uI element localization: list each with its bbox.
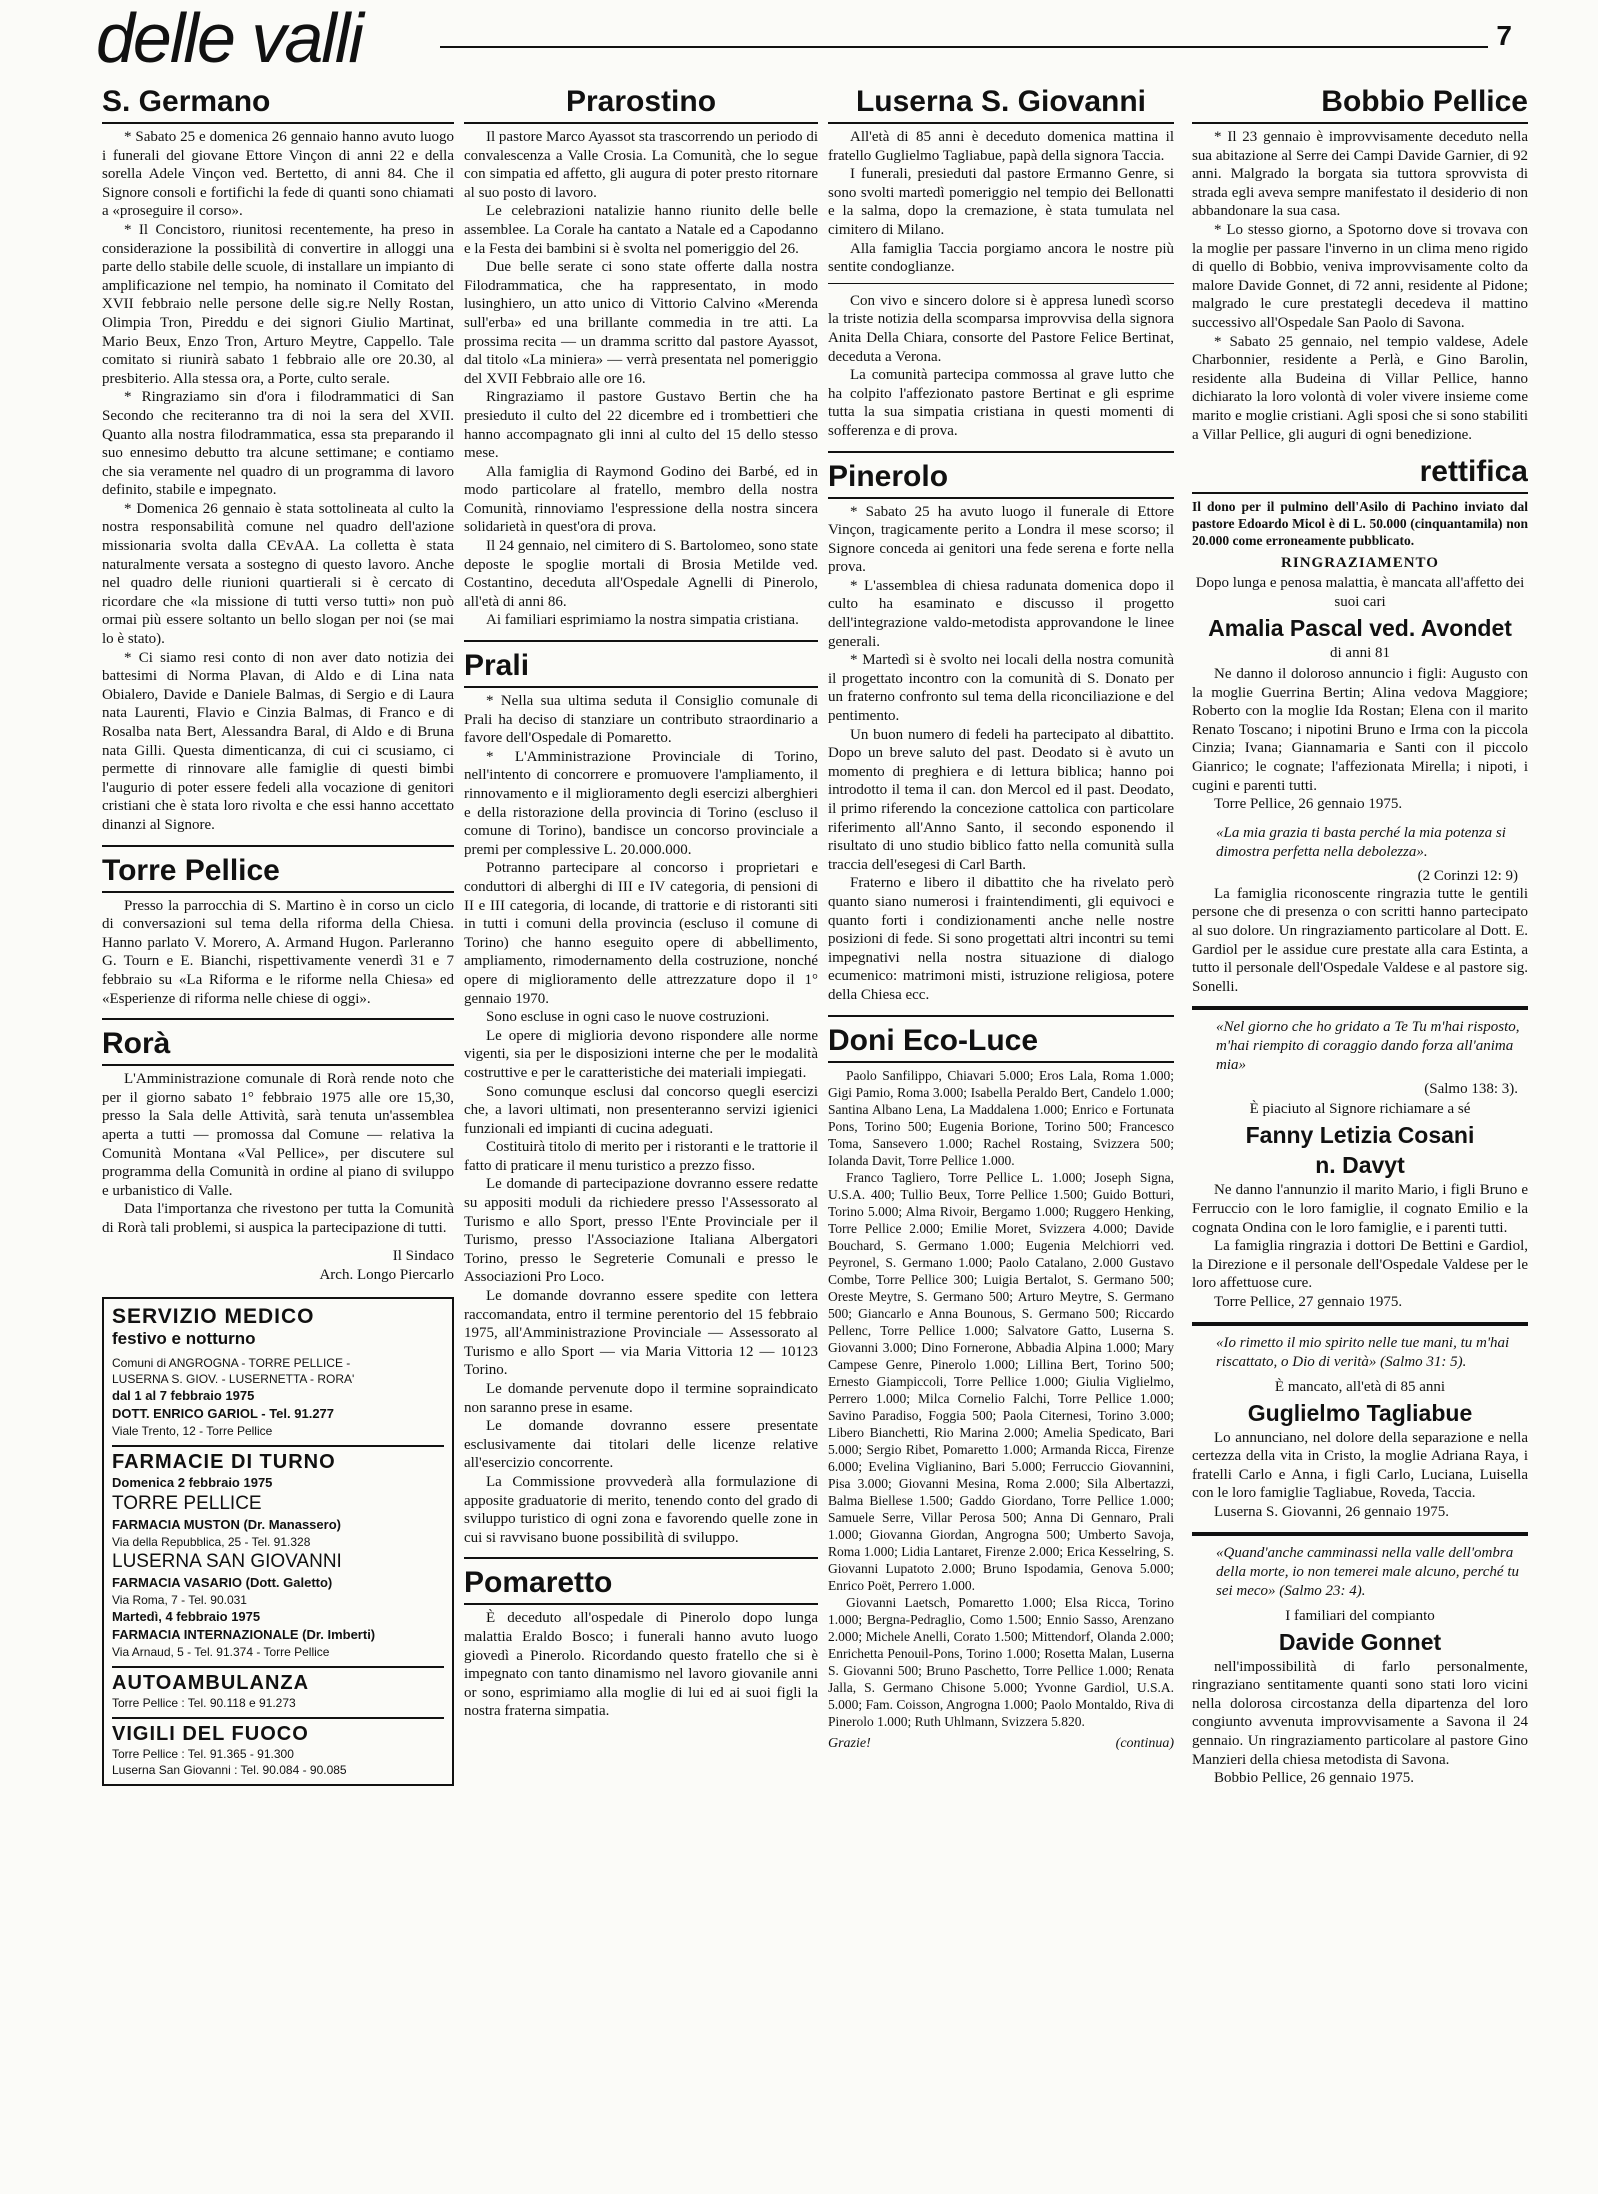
box-date: Martedì, 4 febbraio 1975 bbox=[112, 1609, 261, 1625]
box-address: Via della Repubblica, 25 - Tel. 91.328 bbox=[112, 1535, 311, 1550]
paragraph: * Sabato 25 gennaio, nel tempio valdese, Adele Charbonnier, residente a Perlà, e Gino Barolin, residente alla Budeina di Villar Pellice, hanno dichiarato la loro volontà di voler vivere insieme come marito e moglie cristiani. Agli sposi che si sono stabiliti a Villar Pellice, gli auguri di ogni benedizione. bbox=[1192, 333, 1528, 443]
column-1 bbox=[102, 82, 454, 2178]
obituary-quote: «Io rimetto il mio spirito nelle tue mani, tu m'hai riscattato, o Dio di verità» (Salmo 31: 5). bbox=[1216, 1334, 1510, 1370]
box-text: Comuni di ANGROGNA - TORRE PELLICE - bbox=[112, 1356, 351, 1371]
paragraph: Alla famiglia Taccia porgiamo ancora le nostre più sentite condoglianze. bbox=[828, 240, 1174, 276]
box-town: LUSERNA SAN GIOVANNI bbox=[112, 1551, 342, 1573]
masthead-rule bbox=[440, 46, 1488, 48]
signature-name: Arch. Longo Piercarlo bbox=[319, 1267, 454, 1284]
paragraph: * Sabato 25 e domenica 26 gennaio hanno avuto luogo i funerali del giovane Ettore Vinçon di anni 22 e della sorella Adele Vinçon ved. Bertetto, di anni 84. Che il Signore consoli e fortifichi la fede di quanti sono chiamati a «proseguire il corso». bbox=[102, 129, 454, 220]
box-town: TORRE PELLICE bbox=[112, 1493, 262, 1515]
ringraziamento-heading: RINGRAZIAMENTO bbox=[1281, 555, 1439, 572]
paragraph: Le domande dovranno essere presentate esclusivamente dai titolari delle licenze relative all'esercizio concorrente. bbox=[464, 1418, 818, 1472]
box-section-ambulance: AUTOAMBULANZA bbox=[112, 1666, 444, 1695]
box-text: LUSERNA S. GIOV. - LUSERNETTA - RORA' bbox=[112, 1372, 355, 1387]
section-heading-doni: Doni Eco-Luce bbox=[828, 1015, 1174, 1063]
divider bbox=[828, 283, 1174, 284]
paragraph: * Il 23 gennaio è improvvisamente deceduto nella sua abitazione al Serre dei Campi Davide Garnier, di 92 anni. Malgrado la borgata sia tuttora sprovvista di strada egli aveva sempre manifestato il desiderio di non abbandonare la sua casa. bbox=[1192, 129, 1528, 220]
signature bbox=[102, 1247, 454, 1285]
obituary-name: Amalia Pascal ved. Avondet bbox=[1208, 615, 1512, 642]
section-heading-s-germano: S. Germano bbox=[102, 84, 454, 124]
paragraph: * Domenica 26 gennaio è stata sottolineata al culto la nostra responsabilità comune nel quadro dell'azione missionaria svolta dalla CEvAA. La colletta è stata naturalmente versata a sostegno di questo lavoro. Anche nel quadro delle riunioni quartierali si è cercato di ricordare che «la missione di tutti verso tutti» non può ormai più essere soltanto un bello slogan per noi (se mai lo è stato). bbox=[102, 500, 454, 648]
obituary-intro: È mancato, all'età di 85 anni bbox=[1274, 1378, 1446, 1395]
paragraph: * Nella sua ultima seduta il Consiglio comunale di Prali ha deciso di stanziare un contributo straordinario a favore dell'Ospedale di Pomaretto. bbox=[464, 693, 818, 747]
paragraph: * Lo stesso giorno, a Spotorno dove si trovava con la moglie per passare l'inverno in un clima meno rigido di quello di Bobbio, veniva improvvisamente colto da malore Davide Gonnet, di 72 anni, residente al Pidone; malgrado le cure prestategli decedeva il mattino successivo all'Ospedale San Paolo di Savona. bbox=[1192, 221, 1528, 331]
article-bobbio bbox=[1192, 128, 1528, 444]
paragraph: Alla famiglia di Raymond Godino dei Barbé, ed in modo particolare al fratello, membro della nostra Comunità, rinnoviamo l'espressione della nostra sincera solidarietà in quest'ora di prova. bbox=[464, 463, 818, 536]
paragraph: * Sabato 25 ha avuto luogo il funerale di Ettore Vinçon, tragicamente perito a Londra il mese scorso; il Signore conceda ai genitori una fede serena e forte nella prova. bbox=[828, 503, 1174, 576]
paragraph: Paolo Sanfilippo, Chiavari 5.000; Eros Lala, Roma 1.000; Gigi Pamio, Roma 3.000; Isabella Peraldo Bert, Candelo 1.000; Santina Albano Lena, La Maddalena 1.000; Enrico e Fortunata Pons, Torino 500; Eugenia Borione, Torino 500; Francesco Toma, Sansevero 1.000; Rachel Rostaing, Svizzera 500; Iolanda Davit, Torre Pellice 1.000. bbox=[828, 1067, 1174, 1168]
obituary-text bbox=[1192, 1658, 1528, 1788]
paragraph: Sono escluse in ogni caso le nuove costruzioni. bbox=[486, 1009, 770, 1026]
obituary-place: Bobbio Pellice, 26 gennaio 1975. bbox=[1214, 1770, 1414, 1787]
box-address: Via Arnaud, 5 - Tel. 91.374 - Torre Pellice bbox=[112, 1645, 330, 1660]
box-address: Via Roma, 7 - Tel. 90.031 bbox=[112, 1593, 247, 1608]
box-address: Viale Trento, 12 - Torre Pellice bbox=[112, 1424, 273, 1439]
paragraph: La famiglia riconoscente ringrazia tutte le gentili persone che di presenza o con scritti hanno partecipato al suo dolore. Un ringraziamento particolare al Dott. E. Gardiol per le assidue cure prestate alla cara Estinta, a tutto il personale dell'Ospedale Valdese e al pastore sig. Sonelli. bbox=[1192, 885, 1528, 995]
box-pharmacy: FARMACIA MUSTON (Dr. Manassero) bbox=[112, 1517, 341, 1533]
paragraph: * Il Concistoro, riunitosi recentemente, ha preso in considerazione la possibilità di convertire in alloggi una parte dello stabile delle scuole, di installare un impianto di amplificazione nel tempio, ha nominato il Comitato del XVII febbraio nelle persone delle sig.re Nelly Rostan, Olimpia Tron, Pireddu e dei signori Giulio Martinat, Mario Beux, Enzo Tron, Arturo Meytre, Cappello. Tale comitato si riunirà sabato 1 febbraio alle ore 20.30, al presbiterio. Alla stessa ora, a Porte, culto serale. bbox=[102, 221, 454, 387]
paragraph: Le opere di miglioria devono rispondere alle norme vigenti, sia per le disposizioni interne che per le modalità costruttive e per le caratteristiche dei materiali impiegati. bbox=[464, 1027, 818, 1081]
paragraph: I funerali, presieduti dal pastore Ermanno Genre, si sono svolti martedì pomeriggio nel tempio dei Bellonatti e la salma, dopo la cremazione, è stata tumulata nel cimitero di Milano. bbox=[828, 166, 1174, 238]
paragraph: Franco Tagliero, Torre Pellice L. 1.000; Joseph Signa, U.S.A. 400; Tullio Beux, Torre Pellice 1.500; Guido Botturi, Torino 5.000; Alma Rivoir, Bergamo 1.000; Ruggero Henking, Torre Pellice 2.000; Emilie Moret, Svizzera 4.000; Davide Bouchard, S. Germano 1.000; Eugenia Melchiorri ved. Peyronel, S. Germano 1.000; Paolo Catalano, 2.000 Gustavo Combe, Torre Pellice 300; Luigia Bertalot, S. Germano 500; Oreste Meytre, S. Germano 500; Arturo Meytre, S. Germano 500; Giancarlo e Anna Bounous, S. Germano 500; Riccardo Pellenc, Torre Pellice 1.000; Salvatore Gatto, Luserna S. Giovanni 3.000; Dino Fornerone, Abbadia Alpina 1.000; Mary Campese Genre, Pinerolo 1.000; Lillina Bert, Torino 500; Ernesto Giampiccoli, Torre Pellice 1.000; Giulia Viglielmo, Perrero 1.000; Milca Cornelio Falchi, Torre Pellice 1.000; Savino Paradiso, Foggia 500; Paola Citernesi, Torino 3.000; Libero Bianchetti, Rio Marina 2.000; Amelia Spedicato, Bari 5.000; Sergio Ribet, Pomaretto 1.000; Armanda Ricca, Firenze 6.000; Evelina Viglianino, Bari 5.000; Ferruccio Giovannini, Pisa 3.000; Giovanni Mesina, Roma 2.000; Sila Albertazzi, Balma Biellese 1.500; Gaddo Giordano, Torre Pellice 1.000; Samuele Serre, Villar Perosa 500; Anna Di Gennaro, Prali 1.000; Giovanna Giordan, Angrogna 500; Umberto Savoja, Roma 1.000; Lidia Lantaret, Firenze 2.000; Erica Kesselring, S. Giovanni Lupatoto 2.000; Bruno Ispodamia, Genova 5.000; Enrico Poët, Perrero 1.000. bbox=[828, 1169, 1174, 1593]
box-phone: Torre Pellice : Tel. 90.118 e 91.273 bbox=[112, 1696, 296, 1711]
obituary-age: di anni 81 bbox=[1330, 645, 1390, 662]
section-heading-pinerolo: Pinerolo bbox=[828, 451, 1174, 499]
obituary-text bbox=[1192, 1181, 1528, 1311]
divider bbox=[1192, 1532, 1528, 1536]
medical-service-box bbox=[102, 1297, 454, 1786]
article-pomaretto bbox=[464, 1609, 818, 1721]
divider bbox=[1192, 1006, 1528, 1010]
box-pharmacy: FARMACIA VASARIO (Dott. Galetto) bbox=[112, 1575, 333, 1591]
box-phone: Torre Pellice : Tel. 91.365 - 91.300 bbox=[112, 1747, 294, 1762]
obituary-place: Luserna S. Giovanni, 26 gennaio 1975. bbox=[1214, 1503, 1449, 1520]
divider bbox=[1192, 1322, 1528, 1326]
article-s-germano bbox=[102, 128, 454, 835]
box-phone: Luserna San Giovanni : Tel. 90.084 - 90.085 bbox=[112, 1763, 347, 1778]
article-luserna bbox=[828, 128, 1174, 441]
grazie-text: Grazie! bbox=[828, 1735, 871, 1751]
box-doctor: DOTT. ENRICO GARIOL - Tel. 91.277 bbox=[112, 1406, 335, 1422]
column-2 bbox=[464, 82, 818, 2178]
box-title: SERVIZIO MEDICO bbox=[112, 1305, 315, 1329]
paragraph: Data l'importanza che rivestono per tutta la Comunità di Rorà tali problemi, si auspica la partecipazione di tutti. bbox=[102, 1201, 454, 1236]
section-heading-prarostino: Prarostino bbox=[464, 84, 818, 124]
obituary-place: Torre Pellice, 26 gennaio 1975. bbox=[1214, 796, 1403, 813]
obituary-name: n. Davyt bbox=[1315, 1152, 1405, 1179]
box-dates: dal 1 al 7 febbraio 1975 bbox=[112, 1388, 255, 1404]
section-heading-prali: Prali bbox=[464, 640, 818, 688]
box-date: Domenica 2 febbraio 1975 bbox=[112, 1475, 273, 1491]
article-prarostino bbox=[464, 128, 818, 630]
obituary-name: Fanny Letizia Cosani bbox=[1245, 1122, 1475, 1149]
paragraph: La Commissione provvederà alla formulazione di apposite graduatorie di merito, tenendo conto del grado di sviluppo turistico di ogni zona e favorendo quelle zone in cui si ravvisano buone possibilità di sviluppo. bbox=[464, 1473, 818, 1546]
paragraph: Le domande pervenute dopo il termine sopraindicato non saranno prese in esame. bbox=[464, 1381, 818, 1416]
paragraph: Due belle serate ci sono state offerte dalla nostra Filodrammatica, che ha rappresentato, in modo lusinghiero, un atto unico di Vittorio Calvino «Merenda sull'erba» ed una brillante commedia in tre atti. La prossima recita — un dramma scritto dal pastore Ayassot, dal titolo «La miniera» — verrà presentata nel pomeriggio del XVII Febbraio alle ore 16. bbox=[464, 259, 818, 387]
signature-title: Il Sindaco bbox=[392, 1248, 454, 1265]
quote-reference: (Salmo 138: 3). bbox=[1424, 1081, 1518, 1098]
paragraph: * L'assemblea di chiesa radunata domenica dopo il culto ha esaminato e discusso il progetto dell'integrazione valdo-metodista approvandone le linee generali. bbox=[828, 577, 1174, 650]
obituary-intro: I familiari del compianto bbox=[1285, 1607, 1435, 1624]
paragraph: Un buon numero di fedeli ha partecipato al dibattito. Dopo un breve saluto del past. Deodato si è avuto un momento di preghiera e di lettura biblica; hanno poi introdotto il tema il can. don Mercol ed il past. Deodato, il primo riferendo la concezione cattolica con particolare riferimento all'Anno Santo, il secondo esponendo il risultato di uno studio biblico fatto nella comunità sulla traccia dell'esegesi di Carl Barth. bbox=[828, 726, 1174, 873]
paragraph: La famiglia ringrazia i dottori De Bettini e Gardiol, la Direzione e il personale dell'Ospedale Valdese per le loro affettuose cure. bbox=[1192, 1238, 1528, 1292]
article-rora bbox=[102, 1070, 454, 1237]
obituary-text bbox=[1192, 665, 1528, 814]
paragraph: Lo annunciano, nel dolore della separazione e nella certezza della vita in Cristo, la moglie Adriana Raya, i fratelli Carlo e Anna, i figli Carlo, Luciana, Luisella con le loro famiglie Tagliabue, Roveda, Taccia. bbox=[1192, 1429, 1528, 1502]
obituary-intro: Dopo lunga e penosa malattia, è mancata all'affetto dei suoi cari bbox=[1195, 575, 1525, 611]
paragraph: * Ci siamo resi conto di non aver dato notizia dei battesimi di Norma Plavan, di Aldo e di Lina nata Obialero, Davide e Daniele Balmas, di Sergio e di Laura nata Laurenti, Flavio e Cinzia Balmas, di Franco e di Rosalba nata Bert, Alessandra Baral, di Aldo e di Bruna nata Gilli. Questa dimenticanza, di cui ci scusiamo, ci permette di rinnovare alle famiglie di questi bimbi l'augurio di poter essere fedeli alla vocazione di genitori cristiani che è stata loro rivolta e che essi hanno accettato dinanzi al Signore. bbox=[102, 649, 454, 833]
section-heading-rora: Rorà bbox=[102, 1018, 454, 1066]
section-heading-bobbio: Bobbio Pellice bbox=[1192, 84, 1528, 124]
obituary-name: Davide Gonnet bbox=[1278, 1628, 1442, 1655]
paragraph: Ne danno il doloroso annuncio i figli: Augusto con la moglie Guerrina Bertin; Alina vedova Maggiore; Roberto con la moglie Ida Rostan; Elena con il marito Renato Toscano; i nipotini Bruno e Irma con la piccola Cinzia; Ivana; Giannamaria e Santi con il piccolo Gianrico; le cognate; l'affezionata Mirella; i nipoti, i cugini e parenti tutti. bbox=[1192, 666, 1528, 794]
section-heading-luserna: Luserna S. Giovanni bbox=[828, 84, 1174, 124]
paragraph: Ringraziamo il pastore Gustavo Bertin che ha presieduto il culto del 22 dicembre ed i trombettieri che hanno accompagnato gli inni al culto del 15 dello stesso mese. bbox=[464, 389, 818, 462]
paragraph: nell'impossibilità di farlo personalmente, ringraziano sentitamente quanti sono stati loro vicini nella dolorosa circostanza della dipartenza del loro congiunto avvenuta improvvisamente a Savona il 24 gennaio. Un ringraziamento particolare al pastore Gino Manzieri della chiesa metodista di Savona. bbox=[1192, 1658, 1528, 1768]
obituary-intro: È piaciuto al Signore richiamare a sé bbox=[1249, 1101, 1471, 1118]
paragraph: L'Amministrazione comunale di Rorà rende noto che per il giorno sabato 1° febbraio 1975 alle ore 15,30, presso la Sala delle Attività, sarà tenuta un'assemblea aperta a tutti — promossa dal Comune — relativa la Comunità Montana «Val Pellice», per discutere sul programma della Comunità in ordine al piano di sviluppo e urbanistico di Valle. bbox=[102, 1071, 454, 1199]
obituary-text bbox=[1192, 1429, 1528, 1522]
article-prali bbox=[464, 692, 818, 1547]
article-doni bbox=[828, 1067, 1174, 1730]
section-heading-pomaretto: Pomaretto bbox=[464, 1557, 818, 1605]
obituary-quote: «Nel giorno che ho gridato a Te Tu m'hai risposto, m'hai riempito di coraggio dando forza all'anima mia» bbox=[1216, 1019, 1520, 1074]
paragraph: Fraterno e libero il dibattito che ha rivelato però quanto siano numerosi i fraintendimenti, gli equivoci e quanto forti i condizionamenti anche nelle nostre posizioni di fede. Si sono progettati altri incontri su temi impegnativi nella nostra situazione di dialogo ecumenico: matrimoni misti, istruzione religiosa, potere della Chiesa ecc. bbox=[828, 875, 1174, 1003]
paragraph: È deceduto all'ospedale di Pinerolo dopo lunga malattia Eraldo Bosco; i funerali hanno avuto luogo giovedì a Pinerolo. Ricordando questo fratello che si è impegnato con tanto dinamismo nel lavoro giovanile anni or sono, esprimiamo alla moglie di lui ed ai suoi figli la nostra fraterna simpatia. bbox=[464, 1610, 818, 1720]
paragraph: Giovanni Laetsch, Pomaretto 1.000; Elsa Ricca, Torino 1.000; Bergna-Pedraglio, Como 1.500; Ennio Sasso, Arenzano 2.000; Michele Anelli, Corato 1.500; Mittendorf, Olanda 2.000; Enrichetta Penouil-Pons, Torino 1.000; Rosetta Malan, Luserna S. Giovanni 500; Bruno Paschetto, Torre Pellice 1.000; Renata Jalla, S. Germano Chisone 5.000; Yvonne Gardiol, U.S.A. 5.000; Fam. Coisson, Angrogna 1.000; Paolo Montaldo, Riva di Pinerolo 1.000; Ruth Uhlmann, Svizzera 5.820. bbox=[828, 1594, 1174, 1729]
continua-text: (continua) bbox=[1115, 1735, 1174, 1751]
paragraph: Con vivo e sincero dolore si è appresa lunedì scorso la triste notizia della scomparsa improvvisa della signora Anita Della Chiara, consorte del Pastore Felice Bertinat, deceduta a Verona. bbox=[828, 292, 1174, 365]
article-torre-pellice bbox=[102, 897, 454, 1009]
paragraph: Sono comunque esclusi dal concorso quegli esercizi che, a lavori ultimati, non presenteranno servizi igienici funzionali ed impianti di cucina adeguati. bbox=[464, 1083, 818, 1137]
paragraph: Presso la parrocchia di S. Martino è in corso un ciclo di conversazioni sul tema della riforma della Chiesa. Hanno parlato V. Morero, A. Armand Hugon. Parleranno G. Tourn e E. Bianchi, rispettivamente venerdì 31 e 7 febbraio su «La Riforma e le riforme nella Chiesa» ed «Esperienze di riforma nelle chiese di oggi». bbox=[102, 897, 454, 1007]
obituary-thanks bbox=[1192, 885, 1528, 997]
quote-reference: (2 Corinzi 12: 9) bbox=[1417, 867, 1518, 884]
paragraph: * L'Amministrazione Provinciale di Torino, nell'intento di concorrere e promuovere l'ampliamento, il rinnovamento e il miglioramento degli esercizi alberghieri e della ristorazione della provincia di Torino (escluso il comune di Torino), bandisce un concorso provinciale a premi per complessive L. 20.000.000. bbox=[464, 748, 818, 858]
box-section-farmacie: FARMACIE DI TURNO bbox=[112, 1445, 444, 1474]
paragraph: * Ringraziamo sin d'ora i filodrammatici di San Secondo che reciteranno tra di noi la sera del XVII. Quanto alla nostra filodrammatica, essa sta preparando il suo ennesimo debutto tra alcune settimane; e contiamo che sia veramente nel quadro di un programma di lavoro definito, stabile e impegnato. bbox=[102, 389, 454, 499]
paragraph: All'età di 85 anni è deceduto domenica mattina il fratello Guglielmo Tagliabue, papà della signora Taccia. bbox=[828, 129, 1174, 164]
paragraph: Il pastore Marco Ayassot sta trascorrendo un periodo di convalescenza a Valle Crosia. La Comunità, che lo segue con simpatia ed affetto, gli augura di poter presto ritornare al suo posto di lavoro. bbox=[464, 129, 818, 201]
section-heading-rettifica: rettifica bbox=[1192, 454, 1528, 494]
doni-footer bbox=[828, 1736, 1174, 1752]
box-subtitle: festivo e notturno bbox=[112, 1329, 256, 1349]
box-pharmacy: FARMACIA INTERNAZIONALE (Dr. Imberti) bbox=[112, 1627, 376, 1643]
paragraph: * Martedì si è svolto nei locali della nostra comunità il progettato incontro con la comunità di S. Donato per un fraterno confronto sul tema della riconciliazione e del pentimento. bbox=[828, 652, 1174, 725]
obituary-quote: «Quand'anche camminassi nella valle dell'ombra della morte, io non temerei male alcuno, perché tu sei meco» (Salmo 23: 4). bbox=[1216, 1544, 1519, 1599]
box-section-firefighters: VIGILI DEL FUOCO bbox=[112, 1717, 444, 1746]
obituary-place: Torre Pellice, 27 gennaio 1975. bbox=[1214, 1293, 1403, 1310]
article-pinerolo bbox=[828, 503, 1174, 1005]
paragraph: La comunità partecipa commossa al grave lutto che ha colpito l'affezionato pastore Bertinat e gli esprime tutta la sua simpatia cristiana in questi momenti di sofferenza e di prova. bbox=[828, 367, 1174, 439]
paragraph: Costituirà titolo di merito per i ristoranti e le trattorie il fatto di praticare il menu turistico a prezzo fisso. bbox=[464, 1139, 818, 1174]
paragraph: Ai familiari esprimiamo la nostra simpatia cristiana. bbox=[486, 612, 799, 629]
paragraph: Le domande di partecipazione dovranno essere redatte su appositi moduli da richiedere presso l'Assessorato al Turismo e allo Sport, presso l'Ente Provinciale per il Turismo, presso l'Associazione Italiana Albergatori Torino, presso le Segreterie Comunali e presso le Associazioni Pro Loco. bbox=[464, 1176, 818, 1286]
section-heading-torre-pellice: Torre Pellice bbox=[102, 845, 454, 893]
rettifica-text: Il dono per il pulmino dell'Asilo di Pachino inviato dal pastore Edoardo Micol è di L. 50.000 (cinquantamila) non 20.000 come erroneamente pubblicato. bbox=[1192, 499, 1528, 549]
paragraph: Il 24 gennaio, nel cimitero di S. Bartolomeo, sono state deposte le spoglie mortali di Brosia Metilde ved. Costantino, deceduta all'Ospedale Agnelli di Pinerolo, all'età di anni 86. bbox=[464, 538, 818, 610]
masthead-title: delle valli bbox=[96, 0, 362, 77]
paragraph: Le celebrazioni natalizie hanno riunito delle belle assemblee. La Corale ha cantato a Natale ed a Capodanno e la Festa dei bambini si è svolta nel pomeriggio del 26. bbox=[464, 203, 818, 257]
column-3 bbox=[828, 82, 1174, 2178]
column-4 bbox=[1192, 82, 1528, 2178]
paragraph: Le domande dovranno essere spedite con lettera raccomandata, entro il termine perentorio del 15 febbraio 1975, all'Amministrazione Provinciale — Assessorato al Turismo e allo Sport — via Maria Vittoria 12 — 10123 Torino. bbox=[464, 1288, 818, 1379]
paragraph: Potranno partecipare al concorso i proprietari e conduttori di alberghi di III e IV categoria, di pensioni di II e III categoria, di locande, di trattorie e di ristoranti siti in tutti i comuni della provincia (escluso il comune di Torino) che hanno eseguito opere di abbellimento, ampliamento, rimodernamento della costruzione, nonché opere di miglioramento delle attrezzature dopo il 1° gennaio 1970. bbox=[464, 860, 818, 1007]
paragraph: Ne danno l'annunzio il marito Mario, i figli Bruno e Ferruccio con le loro famiglie, il cognato Emilio e la cognata Ondina con le loro famiglie, e i parenti tutti. bbox=[1192, 1182, 1528, 1236]
page-number: 7 bbox=[1496, 20, 1512, 51]
obituary-quote: «La mia grazia ti basta perché la mia potenza si dimostra perfetta nella debolezza». bbox=[1216, 824, 1506, 860]
obituary-name: Guglielmo Tagliabue bbox=[1247, 1399, 1473, 1426]
